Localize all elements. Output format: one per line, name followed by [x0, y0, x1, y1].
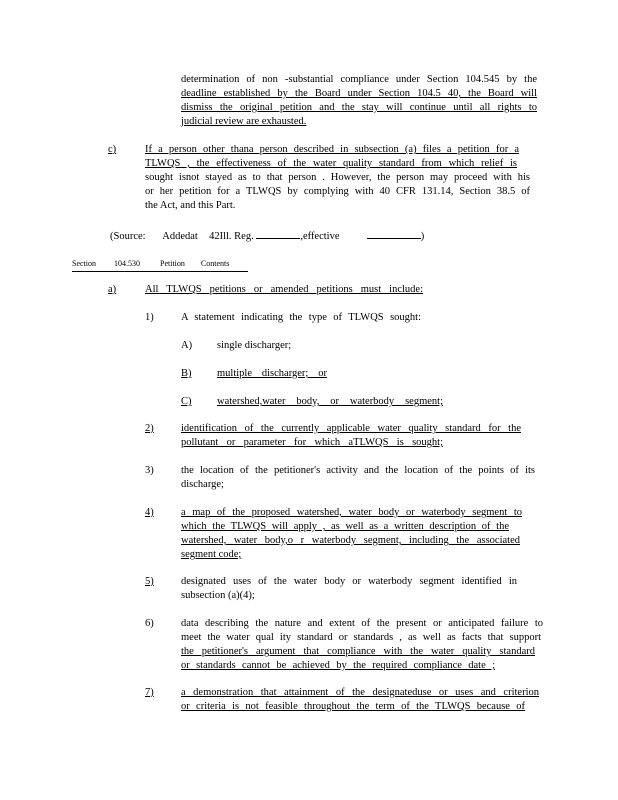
item-5-text — [181, 575, 517, 603]
subsection-c-label: c) — [108, 144, 117, 155]
item-A-letter: A) — [181, 340, 193, 351]
source-added: Addedat — [162, 231, 198, 242]
section-title-word-1: Petition — [160, 259, 185, 268]
item-C-letter: C) — [181, 396, 192, 407]
item-3-text — [181, 464, 535, 492]
item-B-letter: B) — [181, 368, 192, 379]
subsection-a-text: All TLWQS petitions or amended petitions must include: — [145, 284, 423, 295]
intro-line-2: deadline established by the Board under Section 104.5 40, the Board will — [181, 88, 537, 99]
subsection-c-line-1: If a person other thana person described in subsection (a) files a petition for a — [145, 144, 519, 155]
item-1-number: 1) — [145, 312, 154, 323]
item-3-line-1: the location of the petitioner's activity and the location of the points of its — [181, 465, 535, 476]
item-2-line-2: pollutant or parameter for which aTLWQS is sought; — [181, 437, 443, 448]
subsection-c-line-5: the Act, and this Part. — [145, 200, 236, 211]
reg-blank-line — [256, 227, 300, 239]
item-2-text — [181, 422, 526, 450]
item-2-number: 2) — [145, 423, 154, 434]
item-A-text: single discharger; — [217, 340, 292, 351]
subsection-c-line-3: sought isnot stayed as to that person . However, the person may proceed with his — [145, 172, 530, 183]
source-effective: ,effective — [300, 231, 340, 242]
intro-line-3: dismiss the original petition and the stay will continue until all rights to — [181, 102, 537, 113]
item-4-line-4: segment code; — [181, 549, 242, 560]
item-7-line-1: a demonstration that attainment of the designateduse or uses and criterion — [181, 687, 539, 698]
item-1-text: A statement indicating the type of TLWQS sought: — [181, 312, 421, 323]
intro-line-1: determination of non -substantial compliance under Section 104.545 by the — [181, 74, 537, 85]
source-reg: 42Ill. Reg. — [209, 231, 254, 242]
item-7-number: 7) — [145, 687, 154, 698]
subsection-c-line-4: or her petition for a TLWQS by complying with 40 CFR 131.14, Section 38.5 of — [145, 186, 530, 197]
section-heading — [72, 257, 248, 272]
subsection-c-text — [145, 143, 530, 213]
source-note — [110, 227, 430, 244]
item-5-line-2: subsection (a)(4); — [181, 590, 255, 601]
item-6-number: 6) — [145, 618, 154, 629]
intro-paragraph — [181, 73, 537, 129]
item-4-number: 4) — [145, 507, 154, 518]
item-7-line-2: or criteria is not feasible throughout the term of the TLWQS because of — [181, 701, 525, 712]
section-title-word-2: Contents — [200, 259, 230, 268]
item-7-text — [181, 686, 541, 714]
item-4-line-1: a map of the proposed watershed, water body or waterbody segment to — [181, 507, 522, 518]
item-4-text — [181, 506, 526, 562]
effective-blank-line — [367, 227, 421, 239]
item-6-line-3: the petitioner's argument that compliance with the water quality standard — [181, 646, 535, 657]
item-B-text: multiple discharger; or — [217, 368, 327, 379]
item-3-number: 3) — [145, 465, 154, 476]
source-open: (Source: — [110, 231, 146, 242]
item-C-text: watershed,water body, or waterbody segment; — [217, 396, 443, 407]
subsection-c-line-2: TLWQS , the effectiveness of the water quality standard from which relief is — [145, 158, 517, 169]
section-number: 104.530 — [114, 259, 140, 268]
item-5-line-1: designated uses of the water body or waterbody segment identified in — [181, 576, 517, 587]
subsection-a-label: a) — [108, 284, 117, 295]
item-4-line-3: watershed, water body,o r waterbody segment, including the associated — [181, 535, 520, 546]
item-2-line-1: identification of the currently applicable water quality standard for the — [181, 423, 521, 434]
item-6-line-1: data describing the nature and extent of the present or anticipated failure to — [181, 618, 543, 629]
item-5-number: 5) — [145, 576, 154, 587]
item-6-line-4: or standards cannot be achieved by the required compliance date ; — [181, 660, 495, 671]
item-6-text — [181, 617, 543, 673]
item-4-line-2: which the TLWQS will apply , as well as a written description of the — [181, 521, 509, 532]
intro-line-4: judicial review are exhausted. — [181, 116, 307, 127]
item-6-line-2: meet the water qual ity standard or standards , as well as facts that support — [181, 632, 541, 643]
item-3-line-2: discharge; — [181, 479, 224, 490]
source-close: ) — [420, 231, 425, 242]
section-label: Section — [72, 259, 96, 268]
